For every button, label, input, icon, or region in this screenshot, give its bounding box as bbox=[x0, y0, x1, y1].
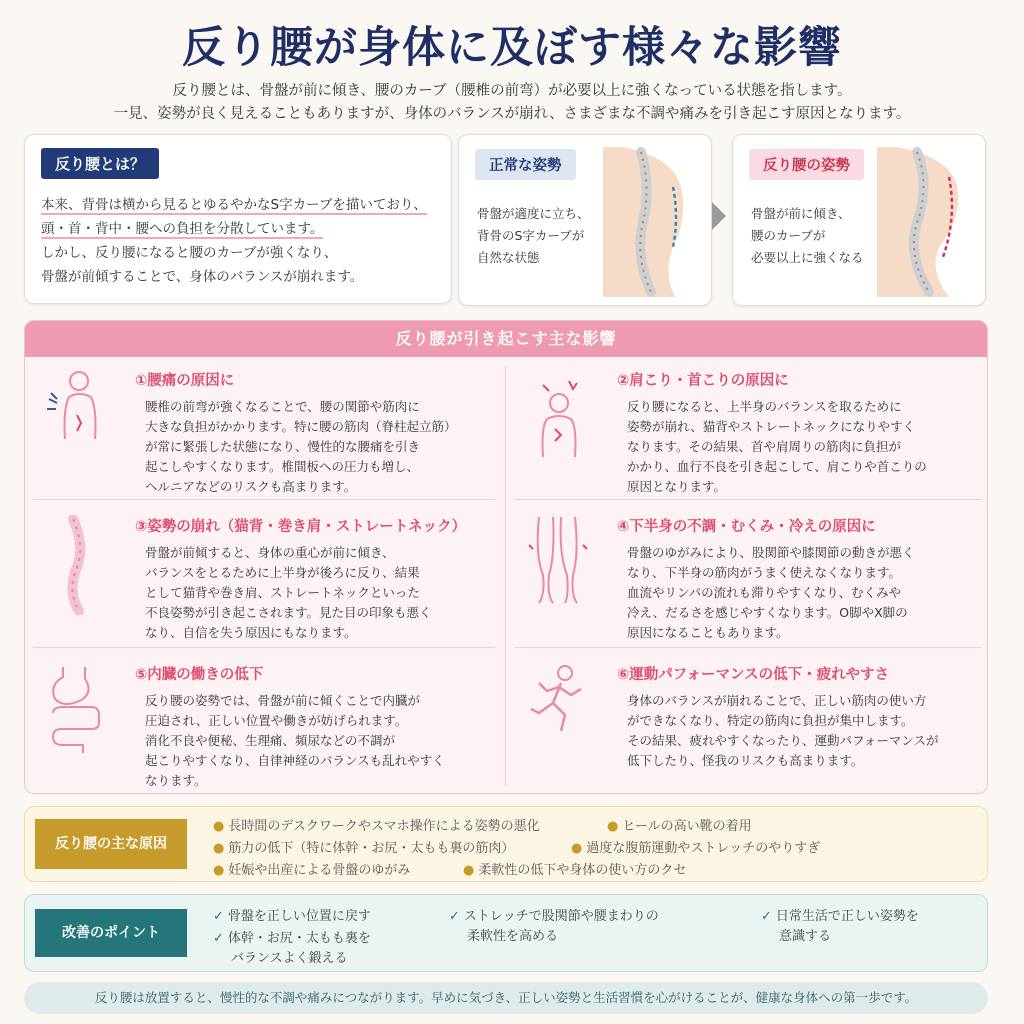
sway-posture-label: 反り腰の姿勢 bbox=[749, 149, 864, 180]
effect-line: なり、下半身の筋肉がうまく使えなくなります。 bbox=[627, 565, 902, 580]
effect-line: なります。 bbox=[145, 773, 207, 788]
normal-posture-desc bbox=[477, 203, 590, 269]
check-icon: ✓ bbox=[761, 909, 772, 924]
effects-divider bbox=[33, 499, 495, 500]
point-text: 体幹・お尻・太もも裏を bbox=[227, 931, 371, 946]
definition-line-2: 頭・首・背中・腰への負担を分散しています。 bbox=[41, 221, 324, 237]
effect-line: 身体のバランスが崩れることで、正しい筋肉の使い方 bbox=[627, 693, 927, 708]
effect-line: その結果、疲れやすくなったり、運動パフォーマンスが bbox=[627, 733, 939, 748]
point-item bbox=[213, 907, 371, 927]
point-text: 日常生活で正しい姿勢を bbox=[775, 909, 919, 924]
effect-title-5: ⑤内臓の働きの低下 bbox=[135, 667, 264, 683]
point-text: バランスよく鍛える bbox=[231, 951, 348, 966]
check-icon: ✓ bbox=[213, 931, 224, 946]
cause-item bbox=[213, 815, 540, 834]
normal-posture-label: 正常な姿勢 bbox=[475, 149, 576, 180]
sway-spine-icon bbox=[877, 147, 977, 297]
intro-text bbox=[0, 80, 1024, 126]
point-item bbox=[761, 907, 919, 947]
effect-line: 腰椎の前弯が強くなることで、腰の関節や筋肉に bbox=[145, 399, 420, 414]
effects-divider-vertical bbox=[505, 365, 506, 787]
improvement-points-section bbox=[24, 894, 988, 972]
effect-line: 血流やリンパの流れも滞りやすくなり、むくみや bbox=[627, 585, 902, 600]
effects-section bbox=[24, 320, 988, 794]
effect-line: 原因になることもあります。 bbox=[627, 625, 789, 640]
point-item bbox=[213, 929, 371, 969]
effect-line: 起こしやすくなります。椎間板への圧力も増し、 bbox=[145, 459, 420, 474]
effect-line: 消化不良や便秘、生理痛、頻尿などの不調が bbox=[145, 733, 396, 748]
effect-line: として猫背や巻き肩、ストレートネックといった bbox=[145, 585, 420, 600]
effect-desc-5 bbox=[145, 691, 485, 791]
normal-posture-card bbox=[458, 134, 712, 306]
check-icon: ✓ bbox=[213, 909, 224, 924]
spine-icon bbox=[43, 515, 107, 615]
definition-card bbox=[24, 134, 452, 304]
effect-line: 姿勢が崩れ、猫背やストレートネックになりやすく bbox=[627, 419, 916, 434]
check-icon: ✓ bbox=[449, 909, 460, 924]
page-title: 反り腰が身体に及ぼす様々な影響 bbox=[182, 23, 842, 73]
definition-line-3: しかし、反り腰になると腰のカーブが強くなり、 bbox=[41, 245, 338, 261]
effect-line: 冷え、だるさを感じやすくなります。O脚やX脚の bbox=[627, 605, 908, 620]
effect-line: 大きな負担がかかります。特に腰の筋肉（脊柱起立筋） bbox=[145, 419, 457, 434]
normal-desc-line-2: 背骨のS字カーブが bbox=[477, 228, 585, 243]
effects-header: 反り腰が引き起こす主な影響 bbox=[25, 321, 987, 357]
legs-icon bbox=[525, 515, 589, 605]
back-pain-icon bbox=[43, 369, 107, 441]
sway-posture-card bbox=[732, 134, 986, 306]
cause-text: 長時間のデスクワークやスマホ操作による姿勢の悪化 bbox=[228, 819, 540, 834]
cause-item bbox=[213, 837, 514, 856]
effect-desc-3 bbox=[145, 543, 485, 643]
point-text: 柔軟性を高める bbox=[467, 929, 559, 944]
effect-desc-6 bbox=[627, 691, 967, 771]
intro-line-2: 一見、姿勢が良く見えることもありますが、身体のバランスが崩れ、さまざまな不調や痛みを引き起こす原因となります。 bbox=[113, 106, 911, 122]
effect-title-1: ①腰痛の原因に bbox=[135, 373, 235, 389]
point-text: 骨盤を正しい位置に戻す bbox=[227, 909, 371, 924]
point-text: ストレッチで股関節や腰まわりの bbox=[463, 909, 659, 924]
effect-title-2: ②肩こり・首こりの原因に bbox=[617, 373, 789, 389]
definition-label: 反り腰とは？ bbox=[41, 148, 159, 179]
bullet-icon: ● bbox=[213, 819, 225, 834]
causes-section bbox=[24, 806, 988, 882]
bullet-icon: ● bbox=[607, 819, 619, 834]
effect-line: 起こりやすくなり、自律神経のバランスも乱れやすく bbox=[145, 753, 445, 768]
intro-line-1: 反り腰とは、骨盤が前に傾き、腰のカーブ（腰椎の前弯）が必要以上に強くなっている状態を指します。 bbox=[172, 83, 852, 99]
normal-spine-icon bbox=[603, 147, 703, 297]
bullet-icon: ● bbox=[571, 841, 583, 856]
effect-line: なり、自信を失う原因にもなります。 bbox=[145, 625, 357, 640]
effect-line: かかり、血行不良を引き起こして、肩こりや首こりの bbox=[627, 459, 927, 474]
bullet-icon: ● bbox=[463, 863, 475, 878]
effect-line: 原因となります。 bbox=[627, 479, 727, 494]
cause-item bbox=[213, 859, 410, 878]
effect-line: 骨盤のゆがみにより、股関節や膝関節の動きが悪く bbox=[627, 545, 915, 560]
effect-desc-4 bbox=[627, 543, 967, 643]
cause-text: 妊娠や出産による骨盤のゆがみ bbox=[228, 863, 411, 878]
effect-line: 反り腰の姿勢では、骨盤が前に傾くことで内臓が bbox=[145, 693, 421, 708]
cause-text: ヒールの高い靴の着用 bbox=[622, 819, 752, 834]
effect-title-4: ④下半身の不調・むくみ・冷えの原因に bbox=[617, 519, 876, 535]
sway-desc-line-3: 必要以上に強くなる bbox=[751, 250, 864, 265]
cause-text: 筋力の低下（特に体幹・お尻・太もも裏の筋肉） bbox=[228, 841, 515, 856]
sway-desc-line-2: 腰のカーブが bbox=[751, 228, 826, 243]
cause-text: 過度な腹筋運動やストレッチのやりすぎ bbox=[586, 841, 821, 856]
definition-text bbox=[41, 193, 441, 289]
point-text: 意識する bbox=[779, 929, 832, 944]
stomach-intestine-icon bbox=[43, 663, 107, 755]
normal-desc-line-3: 自然な状態 bbox=[477, 250, 540, 265]
effect-line: 反り腰になると、上半身のバランスを取るために bbox=[627, 399, 902, 414]
effects-divider bbox=[515, 499, 981, 500]
effect-line: ができなくなり、特定の筋肉に負担が集中します。 bbox=[627, 713, 914, 728]
cause-item bbox=[463, 859, 686, 878]
effect-line: 低下したり、怪我のリスクも高まります。 bbox=[627, 753, 864, 768]
effect-title-6: ⑥運動パフォーマンスの低下・疲れやすさ bbox=[617, 667, 890, 683]
bullet-icon: ● bbox=[213, 841, 225, 856]
effect-desc-1 bbox=[145, 397, 485, 497]
effect-line: バランスをとるために上半身が後ろに反り、結果 bbox=[145, 565, 420, 580]
effect-title-3: ③姿勢の崩れ（猫背・巻き肩・ストレートネック） bbox=[135, 519, 467, 535]
point-item bbox=[449, 907, 659, 947]
definition-line-1: 本来、背骨は横から見るとゆるやかなS字カーブを描いており、 bbox=[41, 197, 427, 213]
causes-label: 反り腰の主な原因 bbox=[35, 819, 187, 869]
definition-line-4: 骨盤が前傾することで、身体のバランスが崩れます。 bbox=[41, 269, 364, 285]
effect-line: 圧迫され、正しい位置や働きが妨げられます。 bbox=[145, 713, 408, 728]
effect-line: 不良姿勢が引き起こされます。見た目の印象も悪く bbox=[145, 605, 432, 620]
effect-line: が常に緊張した状態になり、慢性的な腰痛を引き bbox=[145, 439, 421, 454]
cause-item bbox=[607, 815, 752, 834]
effects-divider bbox=[33, 647, 495, 648]
footer-message: 反り腰は放置すると、慢性的な不調や痛みにつながります。早めに気づき、正しい姿勢と生活習慣を心がけることが、健康な身体への第一歩です。 bbox=[24, 982, 988, 1014]
arrow-right-icon bbox=[712, 202, 726, 230]
effect-line: 骨盤が前傾すると、身体の重心が前に傾き、 bbox=[145, 545, 395, 560]
effect-desc-2 bbox=[627, 397, 967, 497]
sway-posture-desc bbox=[751, 203, 864, 269]
running-person-icon bbox=[525, 663, 589, 735]
cause-item bbox=[571, 837, 820, 856]
normal-desc-line-1: 骨盤が適度に立ち、 bbox=[477, 206, 590, 221]
bullet-icon: ● bbox=[213, 863, 225, 878]
sway-desc-line-1: 骨盤が前に傾き、 bbox=[751, 206, 851, 221]
effect-line: ヘルニアなどのリスクも高まります。 bbox=[145, 479, 357, 494]
effects-divider bbox=[515, 647, 981, 648]
effect-line: なります。その結果、首や肩周りの筋肉に負担が bbox=[627, 439, 902, 454]
improvement-points-label: 改善のポイント bbox=[35, 909, 187, 957]
neck-pain-icon bbox=[525, 369, 589, 459]
cause-text: 柔軟性の低下や身体の使い方のクセ bbox=[478, 863, 687, 878]
